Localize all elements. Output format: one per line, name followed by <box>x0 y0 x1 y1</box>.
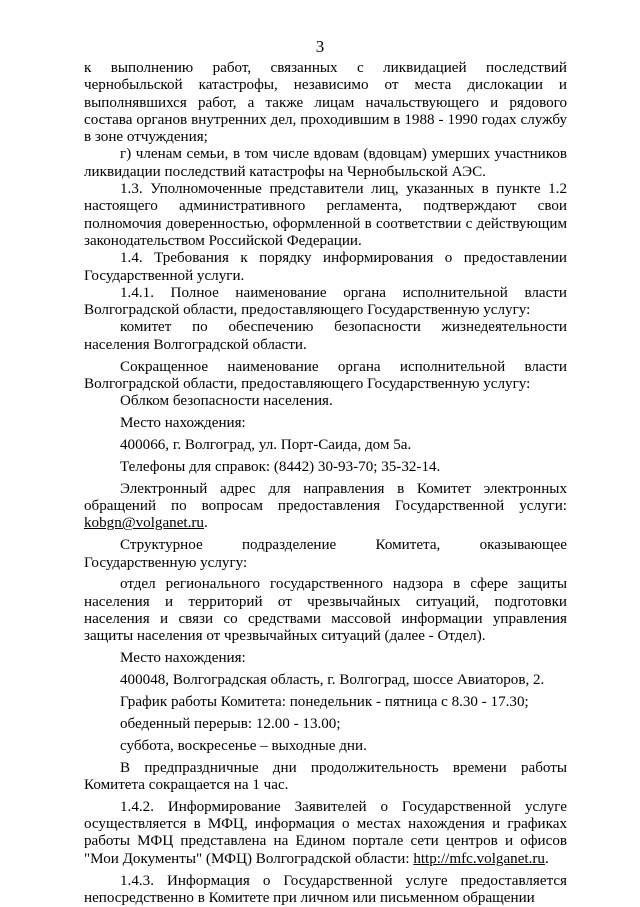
paragraph-authorized-representatives: 1.3. Уполномоченные представители лиц, указанных в пункте 1.2 настоящего административного регламента, подтверждают свои полномочия доверенностью, оформленной в соответствии с действующим законодательством Российской Федерации. <box>84 181 567 249</box>
email-trailing-punct: . <box>203 515 208 532</box>
paragraph-location-label: Место нахождения: <box>120 415 246 432</box>
mfc-link[interactable]: http://mfc.volganet.ru <box>413 850 545 867</box>
paragraph-short-name-heading: Сокращенное наименование органа исполнительной власти Волгоградской области, предоставляющего Государственную услугу: <box>84 358 567 392</box>
email-link[interactable]: kobgn@volganet.ru <box>84 515 204 532</box>
paragraph-phones: Телефоны для справок: (8442) 30-93-70; 35-32-14. <box>120 458 441 475</box>
paragraph-short-name: Облком безопасности населения. <box>120 393 333 410</box>
paragraph-address: 400066, г. Волгоград, ул. Порт-Саида, дом 5а. <box>120 437 412 454</box>
paragraph-structural-unit: Структурное подразделение Комитета, оказывающее Государственную услугу: <box>84 537 567 571</box>
paragraph-department-name: отдел регионального государственного надзора в сфере защиты населения и территорий от чрезвычайных ситуаций, подготовки населения и связи со средствами массовой информации управления защиты населения от чрезвычайных ситуаций (далее - Отдел). <box>84 576 567 645</box>
page-number: 3 <box>315 37 325 56</box>
paragraph-address-2: 400048, Волгоградская область, г. Волгоград, шоссе Авиаторов, 2. <box>120 672 545 689</box>
mfc-trailing-punct: . <box>544 850 549 867</box>
paragraph-direct-information: 1.4.3. Информация о Государственной услуге предоставляется непосредственно в Комитете при личном или письменном обращении <box>84 872 567 906</box>
paragraph-eligible-persons-continued: к выполнению работ, связанных с ликвидацией последствий чернобыльской катастрофы, независимо от места дислокации и выполнявшихся работ, а также лицам начальствующего и рядового состава органов внутренних дел, проходившим в 1988 - 1990 годах службу в зоне отчуждения; <box>84 60 567 146</box>
paragraph-informing-requirements: 1.4. Требования к порядку информирования о предоставлении Государственной услуги. <box>84 250 567 284</box>
mfc-intro-text: 1.4.2. Информирование Заявителей о Государственной услуге осуществляется в МФЦ, информация о местах нахождения и графиках работы МФЦ представлена на Едином портале сети центров и офисов "Мои Документы" (МФЦ) Волгоградской области: <box>84 798 567 867</box>
paragraph-email <box>84 481 567 533</box>
paragraph-committee-full-name: комитет по обеспечению безопасности жизнедеятельности населения Волгоградской области. <box>84 319 567 353</box>
paragraph-weekend: суббота, воскресенье – выходные дни. <box>120 737 367 754</box>
paragraph-location-label-2: Место нахождения: <box>120 650 246 667</box>
paragraph-work-schedule: График работы Комитета: понедельник - пятница с 8.30 - 17.30; <box>120 694 529 711</box>
paragraph-pre-holiday: В предпраздничные дни продолжительность времени работы Комитета сокращается на 1 час. <box>84 759 567 793</box>
paragraph-mfc-informing <box>84 799 567 868</box>
paragraph-lunch-break: обеденный перерыв: 12.00 - 13.00; <box>120 715 341 732</box>
paragraph-full-name-heading: 1.4.1. Полное наименование органа исполнительной власти Волгоградской области, предоставляющего Государственную услугу: <box>84 284 567 319</box>
paragraph-family-members: г) членам семьи, в том числе вдовам (вдовцам) умерших участников ликвидации последствий катастрофы на Чернобыльской АЭС. <box>84 146 567 180</box>
email-intro-text: Электронный адрес для направления в Комитет электронных обращений по вопросам предоставления Государственной услуги: <box>84 480 567 515</box>
document-body <box>84 60 567 907</box>
